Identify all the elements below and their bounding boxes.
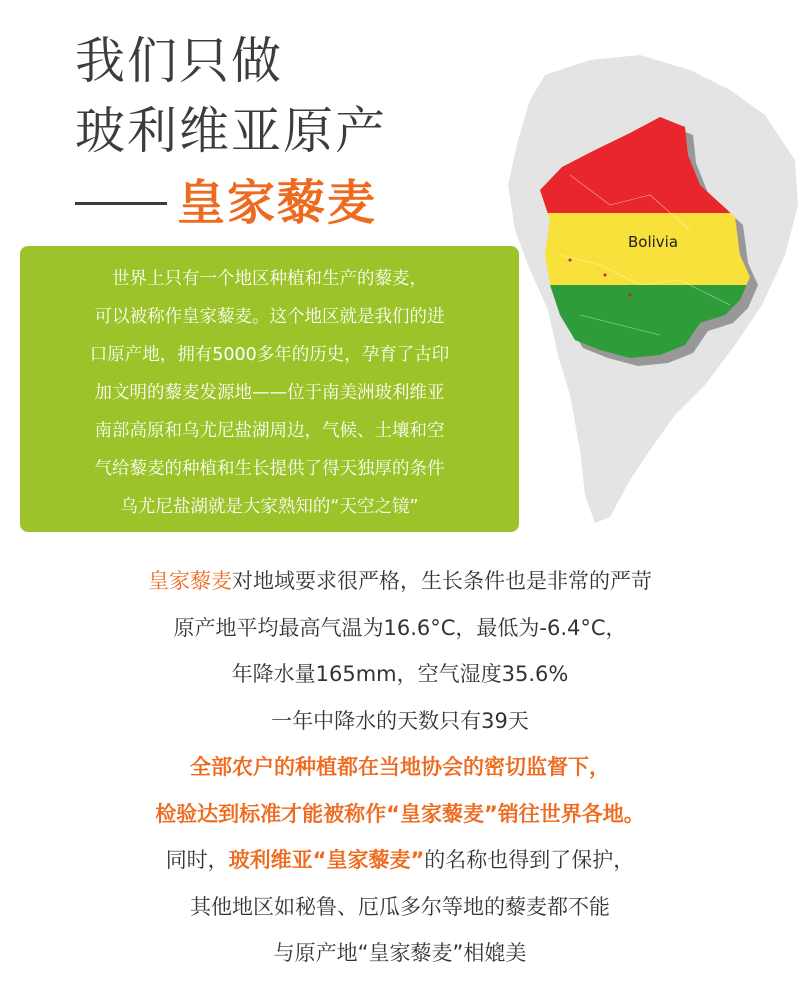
details-line-8: 其他地区如秘鲁、厄瓜多尔等地的藜麦都不能 [190, 894, 610, 919]
title-line-1: 我们只做 [75, 32, 283, 90]
intro-line: 口原产地，拥有5000多年的历史，孕育了古印 [89, 345, 450, 365]
details-line-4: 一年中降水的天数只有39天 [271, 708, 529, 733]
intro-line: 加文明的藜麦发源地——位于南美洲玻利维亚 [94, 383, 445, 403]
details-line-7 [0, 837, 800, 884]
details-text: 同时， [165, 848, 229, 872]
map-country-label: Bolivia [628, 233, 679, 251]
title-highlight: 皇家藜麦 [177, 175, 378, 231]
details-line-2: 原产地平均最高气温为16.6°C，最低为-6.4°C， [173, 615, 627, 640]
title-line-2: 玻利维亚原产 [75, 102, 387, 160]
details-highlight: 皇家藜麦 [148, 569, 232, 593]
intro-line: 气给藜麦的种植和生长提供了得天独厚的条件 [94, 459, 445, 479]
details-line-1 [0, 558, 800, 605]
intro-box [20, 246, 519, 532]
intro-line: 可以被称作皇家藜麦。这个地区就是我们的进 [94, 307, 445, 327]
intro-line: 南部高原和乌尤尼盐湖周边，气候、土壤和空 [94, 421, 445, 441]
south-america-map [500, 55, 800, 525]
intro-line: 乌尤尼盐湖就是大家熟知的“天空之镜” [120, 497, 419, 517]
details-line-6: 检验达到标准才能被称作“皇家藜麦”销往世界各地。 [155, 801, 645, 826]
details-line-3: 年降水量165mm，空气湿度35.6% [231, 662, 569, 686]
details-text: 的名称也得到了保护， [424, 848, 635, 872]
details-line-9: 与原产地“皇家藜麦”相媲美 [273, 941, 527, 965]
details-highlight: 玻利维亚“皇家藜麦” [228, 848, 425, 872]
details-line-5: 全部农户的种植都在当地协会的密切监督下， [190, 755, 610, 779]
intro-line: 世界上只有一个地区种植和生产的藜麦， [112, 269, 427, 289]
details-text: 对地域要求很严格，生长条件也是非常的严苛 [232, 569, 652, 593]
title-line-3 [75, 172, 377, 234]
details-section [0, 558, 800, 977]
title-dash [75, 202, 167, 205]
